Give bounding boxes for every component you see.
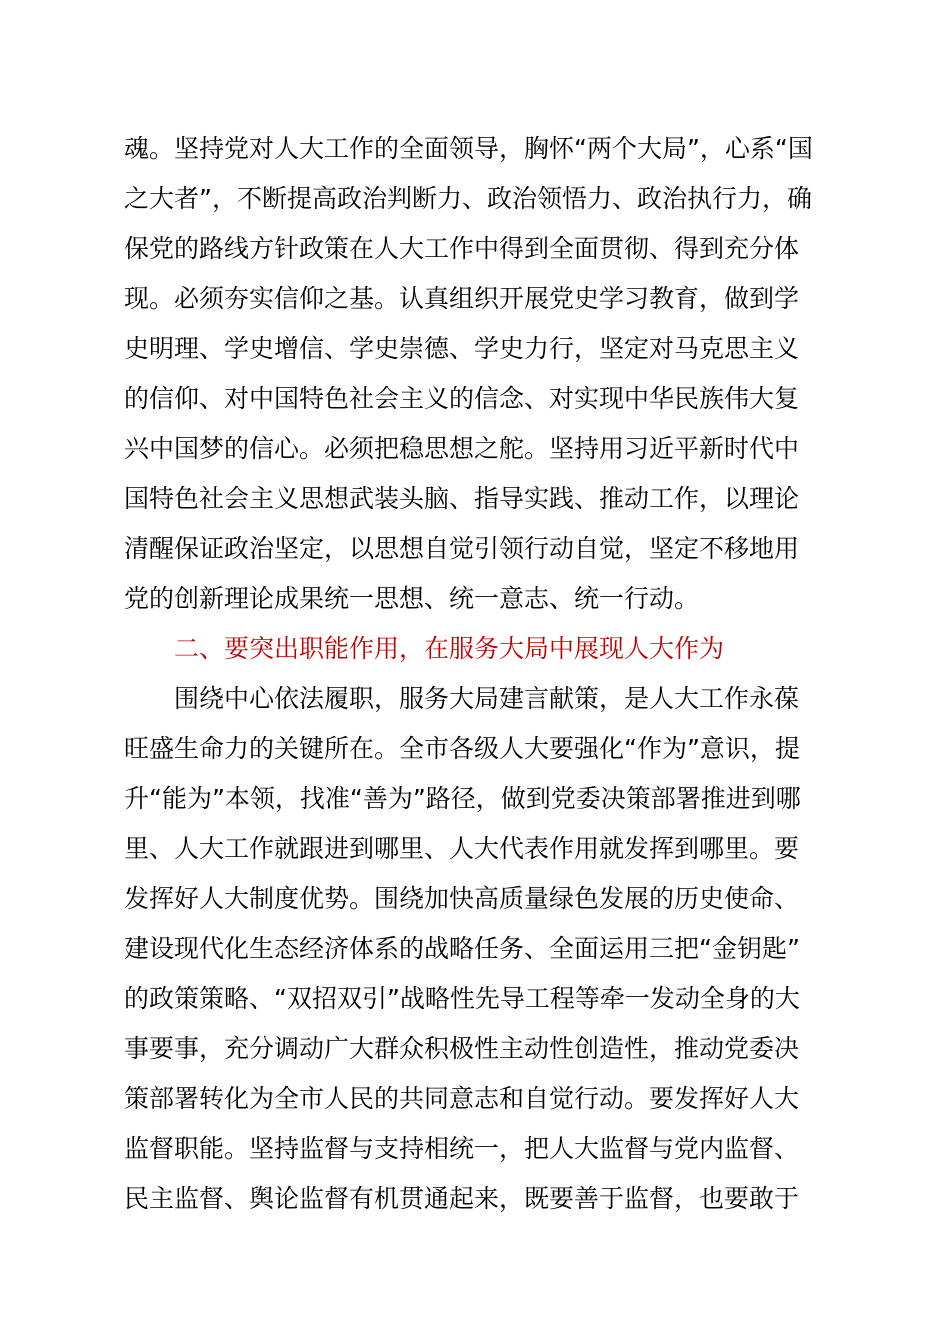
paragraph-line: 民主监督、舆论监督有机贯通起来，既要善于监督，也要敢于 <box>124 1184 800 1213</box>
paragraph-line: 兴中国梦的信心。必须把稳思想之舵。坚持用习近平新时代中 <box>124 434 800 463</box>
paragraph-line: 清醒保证政治坚定，以思想自觉引领行动自觉，坚定不移地用 <box>124 534 800 563</box>
paragraph-line: 围绕中心依法履职，服务大局建言献策，是人大工作永葆 <box>174 684 800 713</box>
paragraph-line: 的信仰、对中国特色社会主义的信念、对实现中华民族伟大复 <box>124 384 800 413</box>
paragraph-line: 党的创新理论成果统一思想、统一意志、统一行动。 <box>124 584 700 613</box>
paragraph-line: 事要事，充分调动广大群众积极性主动性创造性，推动党委决 <box>124 1034 800 1063</box>
paragraph-line: 之大者”，不断提高政治判断力、政治领悟力、政治执行力，确 <box>124 184 812 213</box>
paragraph-line: 现。必须夯实信仰之基。认真组织开展党史学习教育，做到学 <box>124 284 800 313</box>
paragraph-line: 建设现代化生态经济体系的战略任务、全面运用三把“金钥匙” <box>124 934 800 963</box>
paragraph-line: 发挥好人大制度优势。围绕加快高质量绿色发展的历史使命、 <box>124 884 800 913</box>
paragraph-line: 监督职能。坚持监督与支持相统一，把人大监督与党内监督、 <box>124 1134 800 1163</box>
paragraph-line: 保党的路线方针政策在人大工作中得到全面贯彻、得到充分体 <box>124 234 800 263</box>
paragraph-line: 国特色社会主义思想武装头脑、指导实践、推动工作，以理论 <box>124 484 800 513</box>
section-heading: 二、要突出职能作用，在服务大局中展现人大作为 <box>174 634 725 663</box>
paragraph-line: 旺盛生命力的关键所在。全市各级人大要强化“作为”意识，提 <box>124 734 800 763</box>
paragraph-line: 策部署转化为全市人民的共同意志和自觉行动。要发挥好人大 <box>124 1084 800 1113</box>
paragraph-line: 的政策策略、“双招双引”战略性先导工程等牵一发动全身的大 <box>124 984 800 1013</box>
paragraph-line: 升“能为”本领，找准“善为”路径，做到党委决策部署推进到哪 <box>124 784 801 813</box>
paragraph-line: 史明理、学史增信、学史崇德、学史力行，坚定对马克思主义 <box>124 334 800 363</box>
paragraph-line: 里、人大工作就跟进到哪里、人大代表作用就发挥到哪里。要 <box>124 834 800 863</box>
paragraph-line: 魂。坚持党对人大工作的全面领导，胸怀“两个大局”，心系“国 <box>124 134 813 163</box>
